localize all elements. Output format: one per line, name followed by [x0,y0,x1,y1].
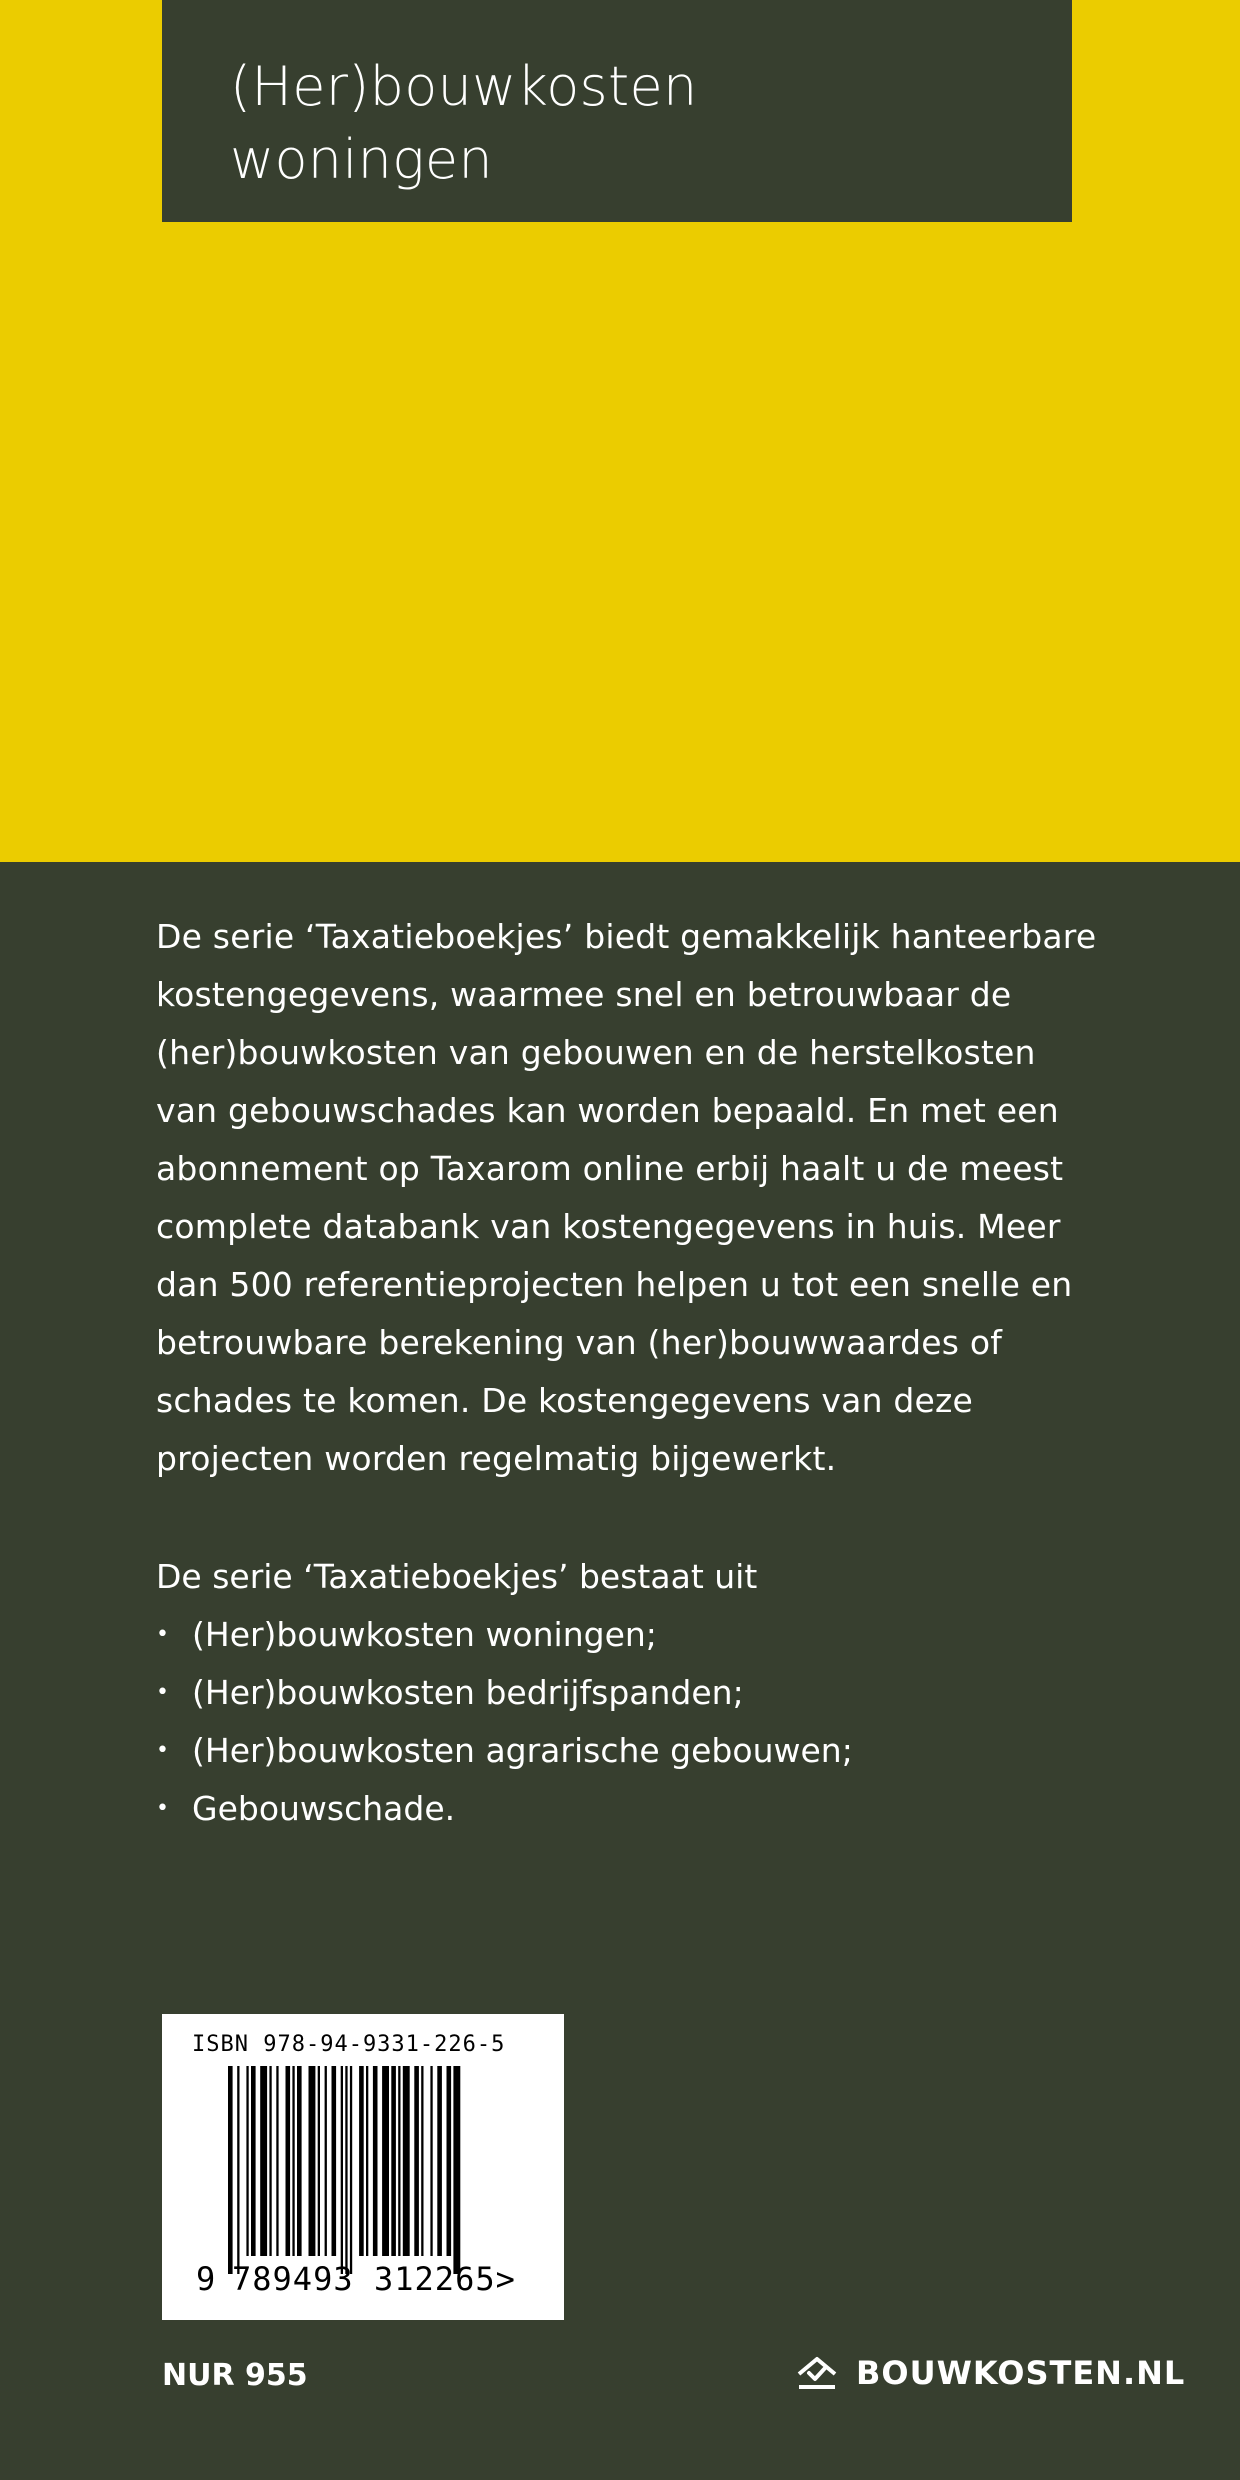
list-item-label: Gebouwschade. [192,1789,456,1828]
list-item [156,1722,853,1780]
barcode-bar [228,2066,233,2274]
description-line: De serie ‘Taxatieboekjes’ biedt gemakkelijk hanteerbare [156,917,1097,956]
barcode-bar [276,2066,278,2256]
title-line-1: (Her)bouwkosten [230,55,698,118]
brand-name: BOUWKOSTEN.NL [856,2354,1186,2392]
list-item [156,1664,853,1722]
bullet: • [156,1680,169,1705]
description-line: schades te komen. De kostengegevens van deze [156,1381,974,1420]
list-item [156,1606,853,1664]
list-item-label: (Her)bouwkosten bedrijfspanden; [192,1673,744,1712]
barcode-bar [246,2066,248,2256]
isbn-label: ISBN 978-94-9331-226-5 [192,2032,506,2057]
barcode-right-digits [374,2260,516,2298]
description-line: van gebouwschades kan worden bepaald. En met een [156,1091,1059,1130]
barcode-bar [421,2066,423,2256]
barcode-bar [359,2066,364,2256]
house-check-icon [796,2354,838,2392]
barcode-bar [292,2066,294,2256]
description-line: kostengegevens, waarmee snel en betrouwbaar de [156,975,1012,1014]
description-line: projecten worden regelmatig bijgewerkt. [156,1439,837,1478]
barcode-bar [297,2066,302,2256]
barcode-right-group: 312265 [374,2260,496,2298]
description-paragraph [156,908,1156,1488]
barcode-bar [325,2066,327,2256]
barcode-end-marker: > [495,2260,516,2298]
barcode-bar [366,2066,368,2256]
barcode-bar [332,2066,337,2256]
bullet: • [156,1622,169,1647]
barcode-bar [350,2066,352,2274]
series-intro: De serie ‘Taxatieboekjes’ bestaat uit [156,1557,758,1596]
barcode-bar [309,2066,316,2256]
bullet: • [156,1738,169,1763]
barcode-bar [391,2066,396,2256]
barcode-bar [345,2066,347,2274]
nur-code: NUR 955 [162,2358,308,2393]
title-line-2: woningen [230,128,493,191]
barcode-bar [453,2066,460,2274]
barcode-bar [237,2066,239,2274]
description-line: betrouwbare berekening van (her)bouwwaardes of [156,1323,1003,1362]
barcode-bar [286,2066,291,2256]
barcode-bar [430,2066,432,2256]
barcode-bar [269,2066,271,2256]
list-item-label: (Her)bouwkosten agrarische gebouwen; [192,1731,853,1770]
bullet: • [156,1796,169,1821]
barcode-bar [318,2066,320,2256]
barcode-left-digits: 789493 [232,2260,354,2298]
brand-logo [796,2354,1185,2392]
description-line: abonnement op Taxarom online erbij haalt u de meest [156,1149,1064,1188]
description-line: (her)bouwkosten van gebouwen en de herstelkosten [156,1033,1036,1072]
barcode-bar [403,2066,410,2256]
barcode-bar [447,2066,452,2256]
barcode-first-digit: 9 [196,2260,216,2298]
isbn-barcode [162,2014,564,2320]
barcode-bar [414,2066,419,2256]
barcode-bar [251,2066,256,2256]
yellow-panel [0,0,1240,862]
description-line: complete databank van kostengegevens in huis. Meer [156,1207,1061,1246]
list-item [156,1780,853,1838]
series-list [156,1606,853,1838]
barcode-bar [260,2066,267,2256]
list-item-label: (Her)bouwkosten woningen; [192,1615,657,1654]
barcode-bar [373,2066,378,2256]
barcode-bar [437,2066,442,2256]
title-box [162,0,1072,222]
barcode-bar [382,2066,389,2256]
barcode-bar [341,2066,343,2274]
description-line: dan 500 referentieprojecten helpen u tot een snelle en [156,1265,1073,1304]
barcode-bar [398,2066,400,2256]
